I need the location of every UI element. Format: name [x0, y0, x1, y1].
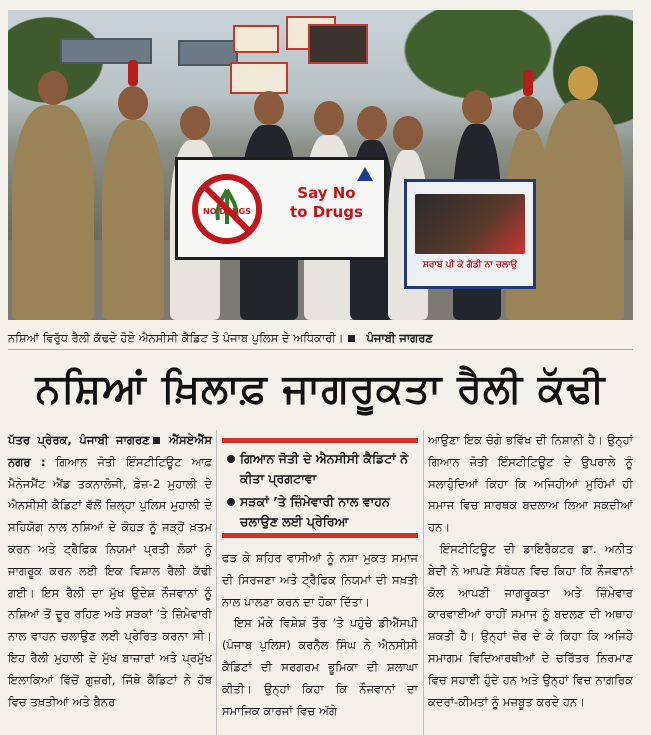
banner-caption: ਸ਼ਰਾਬ ਪੀ ਕੇ ਗੱਡੀ ਨਾ ਚਲਾਉ	[422, 260, 518, 270]
article-byline: ਪੱਤਰ ਪ੍ਰੇਰਕ, ਪੰਜਾਬੀ ਜਾਗਰਣ	[8, 433, 162, 447]
photo-credit: ਪੰਜਾਬੀ ਜਾਗਰਣ	[366, 331, 433, 345]
article-paragraph: ਇੰਸਟੀਟਿਊਟ ਦੀ ਡਾਇਰੈਕਟਰ ਡਾ. ਅਨੀਤ ਬੇਦੀ ਨੇ ਆਪਣੇ ਸੰਬੋਧਨ ਵਿਚ ਕਿਹਾ ਕਿ ਨੌਜਵਾਨਾਂ ਕੋਲ ਆਪਣੀ ਜਾਗਰੂਕਤਾ ਅਤੇ ਜ਼ਿੰਮੇਵਾਰ ਕਾਰਵਾਈਆਂ ਰਾਹੀਂ ਸਮਾਜ ਨੂੰ ਬਦਲਣ ਦੀ ਅਥਾਹ ਸ਼ਕਤੀ ਹੈ। ਉਨ੍ਹਾਂ ਜ਼ੋਰ ਦੇ ਕੇ ਕਿਹਾ ਕਿ ਅਜਿਹੇ ਸਮਾਗਮ ਵਿਦਿਆਰਥੀਆਂ ਦੇ ਚਰਿੱਤਰ ਨਿਰਮਾਣ ਵਿਚ ਸਹਾਈ ਹੁੰਦੇ ਹਨ ਅਤੇ ਉਨ੍ਹਾਂ ਵਿਚ ਨਾਗਰਿਕ ਕਦਰਾਂ-ਕੀਮਤਾਂ ਨੂੰ ਮਜ਼ਬੂਤ ਕਰਦੇ ਹਨ।	[428, 541, 633, 709]
placard	[308, 24, 368, 64]
ncc-logo-icon	[356, 166, 374, 182]
highlight-box	[222, 438, 418, 538]
article-paragraph: ਇਸ ਮੌਕੇ ਵਿਸ਼ੇਸ਼ ਤੌਰ ’ਤੇ ਪਹੁੰਚੇ ਡੀਐੱਸਪੀ (ਪੰਜਾਬ ਪੁਲਿਸ) ਕਰਨੈਲ ਸਿੰਘ ਨੇ ਐਨਸੀਸੀ ਕੈਡਿਟਾਂ ਦੀ ਸਰਗਰਮ ਭੂਮਿਕਾ ਦੀ ਸ਼ਲਾਘਾ ਕੀਤੀ। ਉਨ੍ਹਾਂ ਕਿਹਾ ਕਿ ਨੌਜਵਾਨਾਂ ਦਾ ਸਮਾਜਿਕ ਕਾਰਜਾਂ ਵਿਚ ਅੱਗੇ	[222, 616, 418, 718]
road-gantry-left	[60, 38, 152, 64]
photo-caption	[8, 326, 633, 350]
banner-photo	[415, 194, 525, 254]
say-no-to-drugs-banner	[175, 157, 387, 260]
banner-slogan	[290, 184, 363, 222]
banner-slogan-line1: Say No	[297, 184, 356, 202]
highlight-item: ਸੜਕਾਂ ’ਤੇ ਜ਼ਿੰਮੇਵਾਰੀ ਨਾਲ ਵਾਹਨ ਚਲਾਉਣ ਲਈ ਪ੍ਰੇਰਿਆ	[226, 492, 414, 532]
article-column-3	[428, 430, 633, 713]
placard	[230, 62, 288, 94]
column-divider	[216, 430, 217, 735]
banner-slogan-line2: to Drugs	[290, 203, 363, 221]
road-gantry-right	[178, 40, 238, 66]
column-divider	[423, 430, 424, 735]
bullet-icon	[348, 335, 355, 342]
article-headline: ਨਸ਼ਿਆਂ ਖ਼ਿਲਾਫ਼ ਜਾਗਰੂਕਤਾ ਰੈਲੀ ਕੱਢੀ	[35, 366, 606, 412]
ncc-cadet-figure	[102, 120, 164, 320]
article-column-1	[8, 430, 212, 713]
no-drugs-sign-icon	[192, 174, 262, 244]
placard	[233, 25, 279, 53]
article-dateline: ਐੱਸਏਐੱਸ ਨਗਰ :	[8, 433, 212, 469]
article-column-2	[222, 548, 418, 722]
caption-text: ਨਸ਼ਿਆਂ ਵਿਰੁੱਧ ਰੈਲੀ ਕੱਢਦੇ ਹੋਏ ਐਨਸੀਸੀ ਕੈਡਿਟ ਤੇ ਪੰਜਾਬ ਪੁਲਿਸ ਦੇ ਅਧਿਕਾਰੀ।	[8, 331, 344, 345]
svg-text:NO DRUGS: NO DRUGS	[203, 207, 251, 216]
article-body-text: ਗਿਆਨ ਜੋਤੀ ਇੰਸਟੀਟਿਊਟ ਆਫ਼ ਮੈਨੇਜਮੈਂਟ ਐਂਡ ਤਕਨਾਲੋਜੀ, ਫ਼ੇਜ਼-2 ਮੁਹਾਲੀ ਦੇ ਐਨਸੀਸੀ ਕੈਡਿਟਾਂ ਵੱਲੋਂ ਜ਼ਿਲ੍ਹਾ ਪੁਲਿਸ ਮੁਹਾਲੀ ਦੇ ਸਹਿਯੋਗ ਨਾਲ ਨਸ਼ਿਆਂ ਦੇ ਕੋਹੜ ਨੂੰ ਜੜ੍ਹੋਂ ਖ਼ਤਮ ਕਰਨ ਅਤੇ ਟ੍ਰੈਫਿਕ ਨਿਯਮਾਂ ਪ੍ਰਤੀ ਲੋਕਾਂ ਨੂੰ ਜਾਗਰੂਕ ਕਰਨ ਲਈ ਇਕ ਵਿਸ਼ਾਲ ਰੈਲੀ ਕੱਢੀ ਗਈ। ਇਸ ਰੈਲੀ ਦਾ ਮੁੱਖ ਉਦੇਸ਼ ਨੌਜਵਾਨਾਂ ਨੂੰ ਨਸ਼ਿਆਂ ਤੋਂ ਦੂਰ ਰਹਿਣ ਅਤੇ ਸੜਕਾਂ ’ਤੇ ਜ਼ਿੰਮੇਵਾਰੀ ਨਾਲ ਵਾਹਨ ਚਲਾਉਣ ਲਈ ਪ੍ਰੇਰਿਤ ਕਰਨਾ ਸੀ। ਇਹ ਰੈਲੀ ਮੁਹਾਲੀ ਦੇ ਮੁੱਖ ਬਾਜ਼ਾਰਾਂ ਅਤੇ ਪ੍ਰਮੁੱਖ ਇਲਾਕਿਆਂ ਵਿੱਚੋਂ ਗੁਜ਼ਰੀ, ਜਿੱਥੇ ਕੈਡਿਟਾਂ ਨੇ ਹੱਥ ਵਿਚ ਤਖ਼ਤੀਆਂ ਅਤੇ ਬੈਨਰ	[8, 454, 212, 709]
news-photo	[8, 10, 633, 320]
highlight-item: ਗਿਆਨ ਜੋਤੀ ਦੇ ਐਨਸੀਸੀ ਕੈਡਿਟਾਂ ਨੇ ਕੀਤਾ ਪ੍ਰਗਟਾਵਾ	[226, 449, 414, 489]
police-officer-figure	[542, 100, 624, 320]
police-officer-figure	[12, 105, 94, 320]
bullet-icon	[153, 437, 160, 444]
drink-driving-banner	[404, 179, 536, 289]
article-paragraph: ਫੜ ਕੇ ਸ਼ਹਿਰ ਵਾਸੀਆਂ ਨੂੰ ਨਸ਼ਾ ਮੁਕਤ ਸਮਾਜ ਦੀ ਸਿਰਜਣਾ ਅਤੇ ਟ੍ਰੈਫਿਕ ਨਿਯਮਾਂ ਦੀ ਸਖ਼ਤੀ ਨਾਲ ਪਾਲਣਾ ਕਰਨ ਦਾ ਹੋਕਾ ਦਿੱਤਾ।	[222, 551, 418, 609]
article-paragraph: ਆਉਣਾ ਇਕ ਚੰਗੇ ਭਵਿੱਖ ਦੀ ਨਿਸ਼ਾਨੀ ਹੈ। ਉਨ੍ਹਾਂ ਗਿਆਨ ਜੋਤੀ ਇੰਸਟੀਟਿਊਟ ਦੇ ਉਪਰਾਲੇ ਨੂੰ ਸਲਾਹੁੰਦਿਆਂ ਕਿਹਾ ਕਿ ਅਜਿਹੀਆਂ ਮੁਹਿੰਮਾਂ ਹੀ ਸਮਾਜ ਵਿਚ ਸਾਰਥਕ ਬਦਲਾਅ ਲਿਆ ਸਕਦੀਆਂ ਹਨ।	[428, 433, 633, 535]
